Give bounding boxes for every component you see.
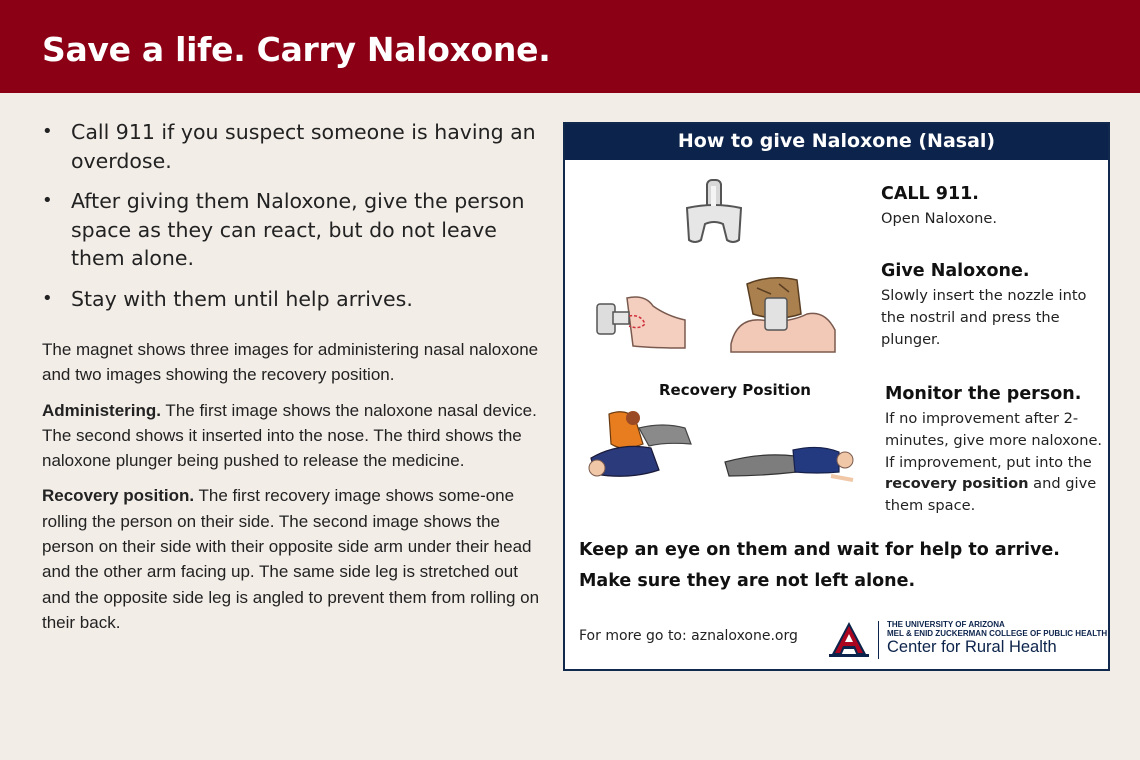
instruction-card [563,122,1110,671]
step3-title: Monitor the person. [885,384,1082,404]
description-administering: Administering. The first image shows the naloxone nasal device. The second shows it inserted into the nose. The third shows the naloxone plunger being pushed to release the medicine. [42,400,537,471]
nasal-device-illustration [683,178,745,248]
bullet-list [42,118,542,313]
recovery-roll-illustration [579,408,699,488]
recovery-side-illustration [721,442,861,486]
card-title: How to give Naloxone (Nasal) [565,124,1108,160]
description-recovery: Recovery position. The first recovery image shows some-one rolling the person on their side. The second image shows the person on their side with their opposite side arm under their head and the other arm facing up. The same side leg is stretched out and the opposite side leg is angled to prevent them from rolling on their back. [42,486,540,632]
more-info-link[interactable]: For more go to: aznaloxone.org [579,628,798,644]
not-alone-line: Make sure they are not left alone. [579,571,916,591]
recovery-caption: Recovery Position [659,381,811,399]
bullet-item: • Stay with them until help arrives. [42,285,542,314]
description-intro: The magnet shows three images for administering nasal naloxone and two images showing the recovery position. [42,340,539,385]
bullet-marker: • [42,121,53,142]
bullet-item: • Call 911 if you suspect someone is having an overdose. [42,120,536,173]
logo-divider [878,621,879,659]
keep-eye-line: Keep an eye on them and wait for help to arrive. [579,540,1060,560]
step1-body: Open Naloxone. [881,210,997,227]
press-plunger-illustration [727,274,839,354]
step1-title: CALL 911. [881,184,979,204]
bullet-marker: • [42,287,53,309]
left-column [42,118,542,645]
step3-body: If no improvement after 2-minutes, give more naloxone. If improvement, put into the recovery position and give them space. [885,410,1103,515]
nozzle-insert-illustration [593,290,689,352]
logo-center-line: Center for Rural Health [887,638,1057,656]
bullet-marker: • [42,190,53,211]
university-of-arizona-logo-icon [827,620,871,658]
header-banner [0,0,1140,93]
page-title: Save a life. Carry Naloxone. [42,30,551,69]
logo-college-line: MEL & ENID ZUCKERMAN COLLEGE OF PUBLIC HEALTH [887,629,1108,638]
bullet-item: • After giving them Naloxone, give the person space as they can react, but do not leave them alone. [42,189,525,270]
step2-body: Slowly insert the nozzle into the nostril and press the plunger. [881,287,1087,348]
logo-university-line: THE UNIVERSITY OF ARIZONA [887,620,1005,629]
step2-title: Give Naloxone. [881,261,1030,281]
logo-text-block [887,620,1107,657]
